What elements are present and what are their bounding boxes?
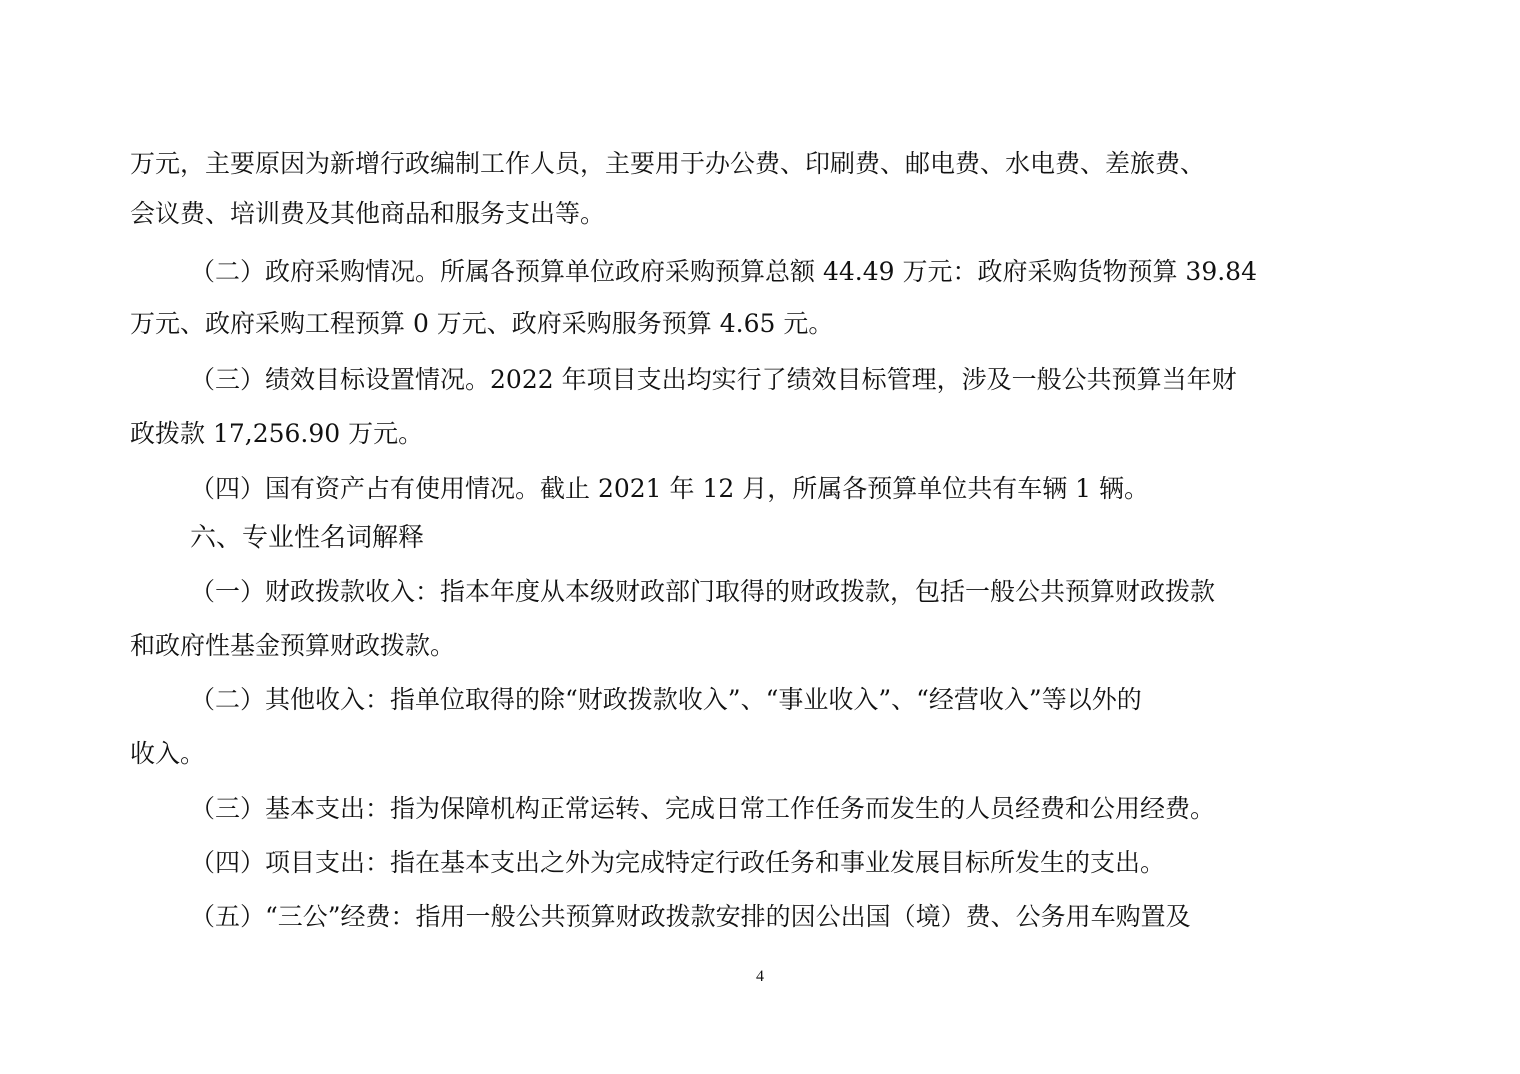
definition-3: （三）基本支出：指为保障机构正常运转、完成日常工作任务而发生的人员经费和公用经费。 bbox=[190, 794, 1216, 823]
definition-4: （四）项目支出：指在基本支出之外为完成特定行政任务和事业发展目标所发生的支出。 bbox=[190, 848, 1166, 877]
definition-1-line-1: （一）财政拨款收入：指本年度从本级财政部门取得的财政拨款，包括一般公共预算财政拨款 bbox=[190, 577, 1216, 606]
definition-2-line-2: 收入。 bbox=[130, 739, 206, 768]
performance-paragraph-line-2: 政拨款 17,256.90 万元。 bbox=[130, 419, 424, 448]
definition-1-line-2: 和政府性基金预算财政拨款。 bbox=[130, 631, 456, 660]
performance-paragraph-line-1: （三）绩效目标设置情况。2022 年项目支出均实行了绩效目标管理，涉及一般公共预算当年财 bbox=[190, 365, 1237, 394]
definition-5-line-1: （五）“三公”经费：指用一般公共预算财政拨款安排的因公出国（境）费、公务用车购置及 bbox=[190, 902, 1191, 931]
page-number: 4 bbox=[756, 968, 764, 985]
definition-2-line-1: （二）其他收入：指单位取得的除“财政拨款收入”、“事业收入”、“经营收入”等以外的 bbox=[190, 685, 1142, 714]
assets-paragraph: （四）国有资产占有使用情况。截止 2021 年 12 月，所属各预算单位共有车辆 1 辆。 bbox=[190, 474, 1150, 503]
procurement-paragraph-line-2: 万元、政府采购工程预算 0 万元、政府采购服务预算 4.65 元。 bbox=[130, 309, 834, 338]
paragraph-continuation-line-2: 会议费、培训费及其他商品和服务支出等。 bbox=[130, 199, 606, 228]
paragraph-continuation-line-1: 万元，主要原因为新增行政编制工作人员，主要用于办公费、印刷费、邮电费、水电费、差旅费、 bbox=[130, 149, 1206, 178]
section-heading: 六、专业性名词解释 bbox=[190, 523, 425, 553]
procurement-paragraph-line-1: （二）政府采购情况。所属各预算单位政府采购预算总额 44.49 万元：政府采购货物预算 39.84 bbox=[190, 257, 1257, 286]
